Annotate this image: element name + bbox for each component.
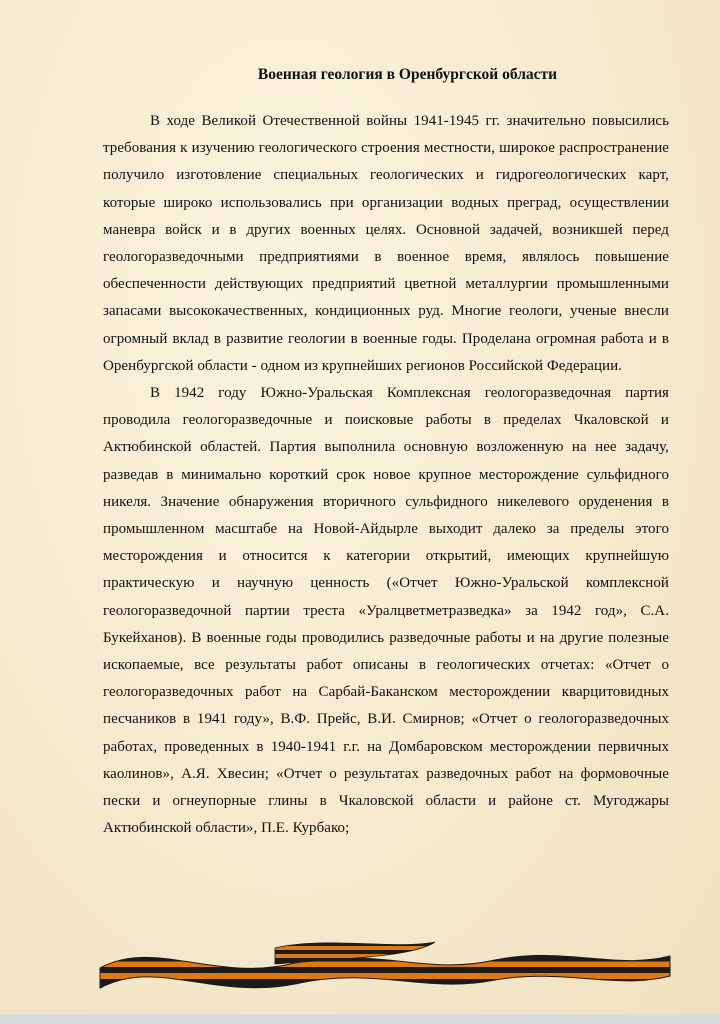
paragraph-1: В ходе Великой Отечественной войны 1941-1945 гг. значительно повысились требования к изучению геологического строения местности, широкое распространение получило изготовление специальных геологических и гидрогеологических карт, которые широко использовались при организации водных преград, осуществлении маневра войск и в других военных целях. Основной задачей, возникшей перед геологоразведочными предприятиями в военное время, являлось повышение обеспеченности действующих предприятий цветной металлургии промышленными запасами высококачественных, кондиционных руд. Многие геологи, ученые внесли огромный вклад в развитие геологии в военные годы. Проделана огромная работа и в Оренбургской области - одном из крупнейших регионов Российской Федерации. <box>103 113 669 374</box>
bottom-bar <box>0 1014 720 1024</box>
st-george-ribbon-icon <box>95 928 675 1000</box>
page-title: Военная геология в Оренбургской области <box>257 66 558 83</box>
paragraph-2: В 1942 году Южно-Уральская Комплексная геологоразведочная партия проводила геологоразведочные и поисковые работы в пределах Чкаловской и Актюбинской областей. Партия выполнила основную возложенную на нее задачу, разведав в минимально короткий срок новое крупное месторождение сульфидного никеля. Значение обнаружения вторичного сульфидного никелевого оруденения в промышленном масштабе на Новой-Айдырле выходит далеко за пределы этого месторождения и относится к категории открытий, имеющих крупнейшую практическую и научную ценность («Отчет Южно-Уральской комплексной геологоразведочной партии треста «Уралцветметразведка» за 1942 год», С.А. Букейханов). В военные годы проводились разведочные работы и на другие полезные ископаемые, все результаты работ описаны в геологических отчетах: «Отчет о геологоразведочных работ на Сарбай-Баканском месторождении кварцитовидных песчаников в 1941 году», В.Ф. Прейс, В.И. Смирнов; «Отчет о геологоразведочных работах, проведенных в 1940-1941 г.г. на Домбаровском месторождении первичных каолинов», А.Я. Хвесин; «Отчет о результатах разведочных работ на формовочные пески и огнеупорные глины в Чкаловской области и районе ст. Мугоджары Актюбинской области», П.Е. Курбако; <box>103 385 669 837</box>
body-text <box>103 108 669 842</box>
